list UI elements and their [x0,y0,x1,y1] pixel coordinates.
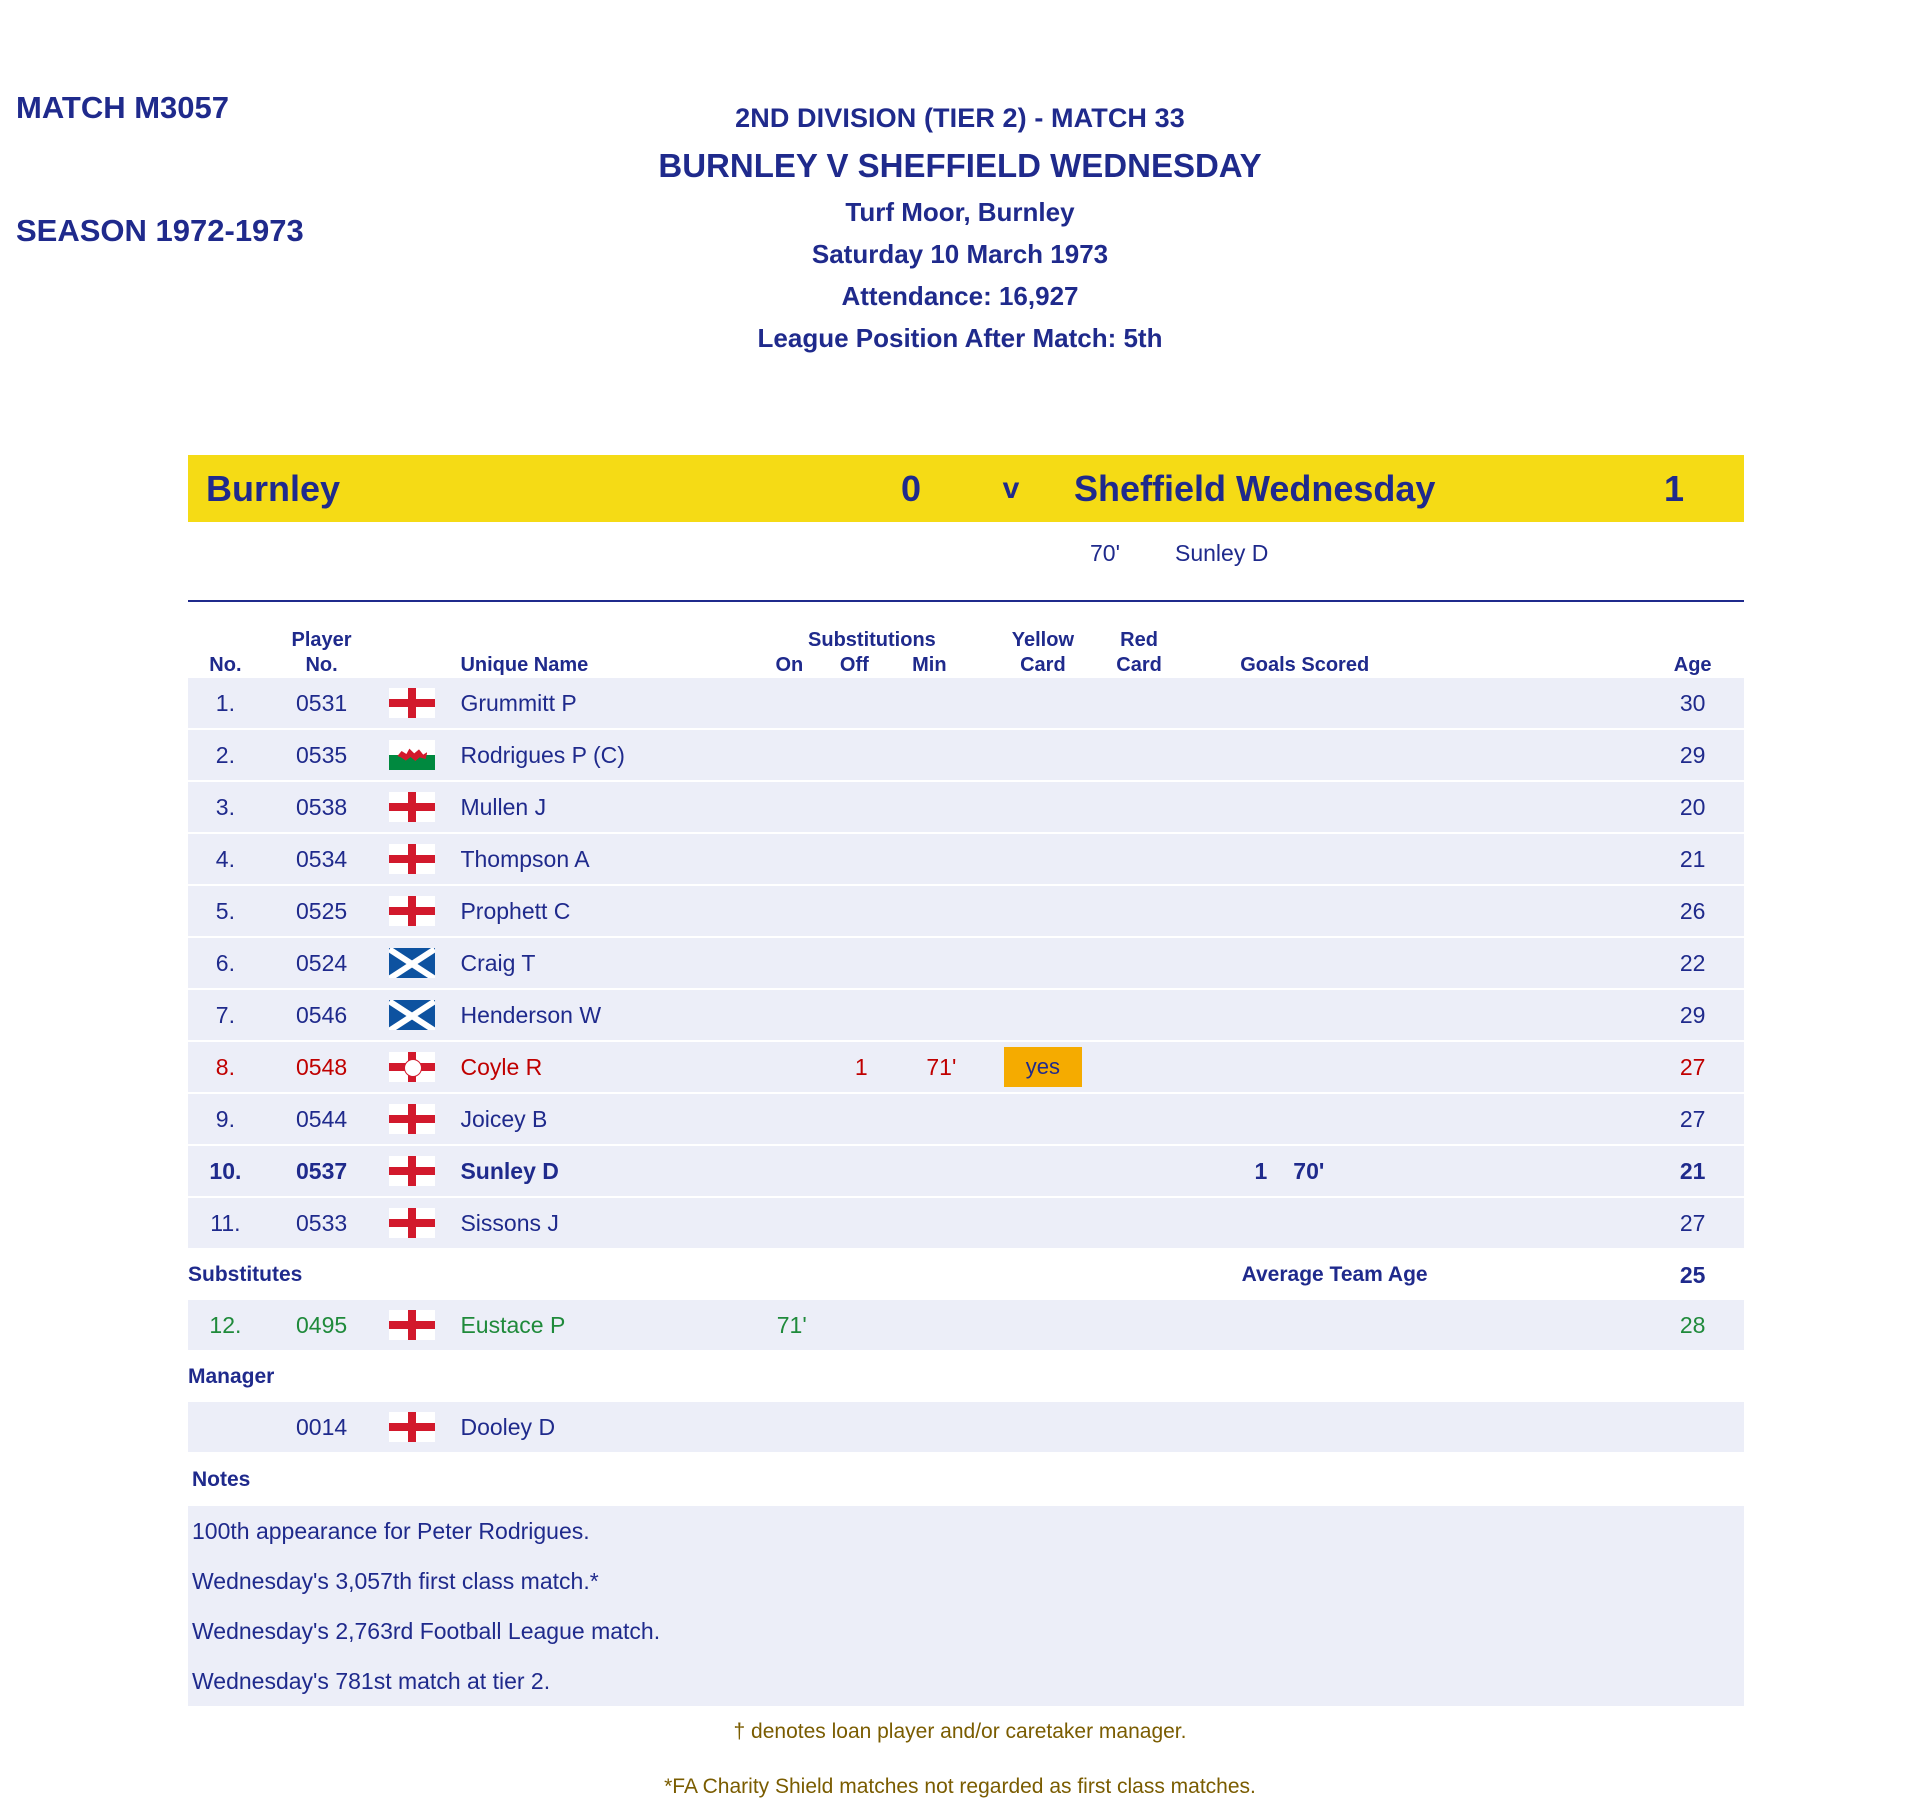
row-red-card [1096,834,1181,884]
row-age [1641,1402,1744,1452]
row-goals-count [1182,1402,1267,1452]
row-player-number: 0533 [295,1209,348,1236]
row-goals-count [1182,1300,1267,1350]
row-pad [1428,1146,1642,1196]
row-nationality-flag [380,1402,444,1452]
lineup-table-body [188,678,1744,1454]
row-shirt-number: 1. [215,689,235,716]
row-nationality-flag [380,834,444,884]
row-player-number: 0531 [295,689,348,716]
row-sub-off [829,1402,893,1452]
row-sub-on [754,678,829,728]
row-player-number: 0535 [295,741,348,768]
header-player-no [263,602,381,678]
row-yellow-card [989,1094,1096,1144]
notes-block [188,1506,1744,1706]
row-goals-count [1182,886,1267,936]
row-sub-on [754,938,829,988]
row-pad [1428,1042,1642,1092]
row-shirt-number: 6. [215,949,235,976]
league-position-line: League Position After Match: 5th [757,323,1163,353]
row-pad [1428,938,1642,988]
row-goals-count [1182,782,1267,832]
row-player-name: Sunley D [460,1157,559,1184]
row-yellow-card [989,1198,1096,1248]
row-nationality-flag [380,938,444,988]
row-player-name: Craig T [460,949,536,976]
row-age: 27 [1679,1053,1706,1080]
row-goals-count [1182,678,1267,728]
row-goal-minute [1267,1042,1427,1092]
header-player-no-line2: No. [305,654,338,676]
row-goals-count [1182,938,1267,988]
row-player-number: 0548 [295,1053,348,1080]
flag-england-icon [389,688,435,718]
footnote-loan-player: † denotes loan player and/or caretaker manager. [733,1720,1187,1743]
flag-scotland-icon [389,948,435,978]
date-line: Saturday 10 March 1973 [811,239,1109,269]
row-player-name: Coyle R [460,1053,543,1080]
header-off: Off [839,654,869,676]
row-player-name: Rodrigues P (C) [460,741,625,768]
row-red-card [1096,730,1181,780]
yellow-card-badge: yes [1004,1047,1082,1087]
row-yellow-card [989,1402,1096,1452]
player-row [188,1094,1744,1144]
header-pad [1428,602,1642,678]
row-sub-minute [893,1198,989,1248]
row-nationality-flag [380,1146,444,1196]
away-team-score: 1 [1663,467,1684,509]
row-shirt-number: 5. [215,897,235,924]
header-unique-name: Unique Name [460,654,589,676]
row-goal-minute [1267,782,1427,832]
attendance-line: Attendance: 16,927 [841,281,1079,311]
table-header-row [188,602,1744,678]
row-shirt-number: 8. [215,1053,235,1080]
row-yellow-card [989,990,1096,1040]
row-sub-minute [893,1094,989,1144]
row-age: 27 [1679,1105,1706,1132]
row-pad [1428,1198,1642,1248]
row-red-card [1096,1300,1181,1350]
avg-pad [1428,1250,1642,1300]
row-player-number: 0495 [295,1311,348,1338]
row-red-card [1096,938,1181,988]
row-yellow-card [989,1042,1096,1092]
row-player-number: 0538 [295,793,348,820]
header-player-no-line1: Player [291,629,352,651]
row-age: 29 [1679,1001,1706,1028]
header-goals-scored: Goals Scored [1240,654,1370,676]
row-goals-count [1182,730,1267,780]
row-age: 30 [1679,689,1706,716]
row-player-name: Mullen J [460,793,547,820]
division-line: 2ND DIVISION (TIER 2) - MATCH 33 [735,103,1185,133]
row-player-name: Eustace P [460,1311,566,1338]
row-sub-on [754,1042,829,1092]
player-row [188,730,1744,780]
manager-header-row [188,1352,1744,1402]
match-header [0,105,1920,351]
row-sub-on: 71' [776,1311,807,1338]
lineup-table-wrapper [188,600,1744,1454]
row-player-name: Thompson A [460,845,590,872]
row-nationality-flag [380,730,444,780]
row-red-card [1096,782,1181,832]
row-sub-off [829,834,893,884]
average-age-value: 25 [1679,1261,1706,1288]
substitutes-label: Substitutes [188,1263,303,1286]
footnote-charity-shield: *FA Charity Shield matches not regarded as first class matches. [664,1775,1256,1798]
row-player-name: Joicey B [460,1105,548,1132]
row-sub-on [754,886,829,936]
season-line: SEASON 1972-1973 [16,212,304,248]
row-pad [1428,678,1642,728]
row-red-card [1096,1198,1181,1248]
row-sub-on [754,1402,829,1452]
row-player-number: 0537 [295,1157,348,1184]
row-red-card [1096,1094,1181,1144]
flag-wales-icon [389,740,435,770]
row-player-number: 0544 [295,1105,348,1132]
row-goal-minute [1267,1402,1427,1452]
row-nationality-flag [380,990,444,1040]
row-sub-minute [893,834,989,884]
row-goal-minute [1267,1198,1427,1248]
manager-row [188,1402,1744,1452]
row-pad [1428,834,1642,884]
flag-england-icon [389,1208,435,1238]
flag-england-icon [389,896,435,926]
row-player-name: Dooley D [460,1413,556,1440]
row-goal-minute: 70' [1293,1157,1325,1184]
header-age: Age [1673,654,1712,676]
row-sub-on [754,730,829,780]
row-red-card [1096,1402,1181,1452]
player-row [188,834,1744,884]
versus-label: v [1002,471,1020,505]
note-item: Wednesday's 2,763rd Football League match. [192,1618,661,1644]
row-yellow-card [989,834,1096,884]
row-nationality-flag [380,1198,444,1248]
row-sub-minute [893,1402,989,1452]
row-pad [1428,1402,1642,1452]
row-goal-minute [1267,834,1427,884]
row-shirt-number: 10. [209,1157,242,1184]
row-sub-minute [893,782,989,832]
flag-england-icon [389,1310,435,1340]
goal-scorer: Sunley D [1175,540,1269,566]
row-sub-minute [893,886,989,936]
row-pad [1428,730,1642,780]
scoreboard [188,455,1744,522]
header-red-line2: Card [1116,654,1162,676]
row-age: 28 [1679,1311,1706,1338]
row-goals-count [1182,1094,1267,1144]
row-yellow-card [989,678,1096,728]
player-row [188,1146,1744,1196]
row-player-name: Henderson W [460,1001,602,1028]
row-player-number: 0014 [295,1413,348,1440]
row-sub-minute [893,678,989,728]
row-sub-off [829,678,893,728]
row-sub-minute [893,1146,989,1196]
header-min: Min [912,654,947,676]
header-yellow-card [989,602,1096,678]
goal-scorer-line [1090,540,1268,567]
header-yellow-line1: Yellow [1011,629,1074,651]
row-goal-minute [1267,990,1427,1040]
flag-northern-ireland-icon [389,1052,435,1082]
row-sub-on [754,990,829,1040]
row-pad [1428,886,1642,936]
row-sub-off [829,1094,893,1144]
row-red-card [1096,990,1181,1040]
row-age: 26 [1679,897,1706,924]
lineup-table-head [188,602,1744,678]
flag-scotland-icon [389,1000,435,1030]
player-row [188,886,1744,936]
header-substitutions-title: Substitutions [808,629,936,651]
away-team-name: Sheffield Wednesday [1074,467,1436,509]
row-sub-off [829,730,893,780]
row-shirt-number: 3. [215,793,235,820]
row-goals-count [1182,834,1267,884]
row-player-number: 0534 [295,845,348,872]
row-sub-minute: 71' [926,1053,957,1080]
player-row [188,990,1744,1040]
manager-label: Manager [188,1365,275,1388]
header-red-line1: Red [1120,629,1158,651]
row-sub-off: 1 [854,1053,868,1080]
header-on: On [775,654,804,676]
row-sub-minute [893,730,989,780]
row-sub-on [754,1094,829,1144]
row-goals-count [1182,1042,1267,1092]
row-player-number: 0524 [295,949,348,976]
row-player-name: Prophett C [460,897,571,924]
home-team-name: Burnley [206,467,341,509]
row-sub-on [754,1198,829,1248]
row-sub-off [829,990,893,1040]
row-nationality-flag [380,782,444,832]
row-sub-off [829,938,893,988]
flag-england-icon [389,792,435,822]
row-red-card [1096,1042,1181,1092]
row-sub-on [754,834,829,884]
row-sub-off [829,886,893,936]
row-age: 29 [1679,741,1706,768]
row-shirt-number: 7. [215,1001,235,1028]
header-no: No. [209,654,242,676]
row-nationality-flag [380,1042,444,1092]
match-id-line: MATCH M3057 [16,89,230,125]
row-player-name: Grummitt P [460,689,577,716]
row-yellow-card [989,782,1096,832]
row-player-number: 0525 [295,897,348,924]
row-pad [1428,782,1642,832]
row-yellow-card [989,1300,1096,1350]
row-player-number: 0546 [295,1001,348,1028]
player-row [188,1198,1744,1248]
row-yellow-card [989,938,1096,988]
row-yellow-card [989,886,1096,936]
substitute-row [188,1300,1744,1350]
player-row [188,1042,1744,1092]
row-nationality-flag [380,886,444,936]
row-goal-minute [1267,1300,1427,1350]
note-item: Wednesday's 781st match at tier 2. [192,1668,551,1694]
row-sub-minute [893,990,989,1040]
flag-england-icon [389,1104,435,1134]
row-pad [1428,1300,1642,1350]
substitutes-header-row [188,1250,1744,1300]
row-spacer [188,1452,1744,1454]
note-item: 100th appearance for Peter Rodrigues. [192,1518,590,1544]
row-shirt-number: 12. [209,1311,242,1338]
row-player-name: Sissons J [460,1209,559,1236]
row-yellow-card [989,1146,1096,1196]
row-age: 20 [1679,793,1706,820]
row-sub-off [829,1300,893,1350]
row-sub-off [829,1198,893,1248]
row-shirt-number: 11. [210,1209,241,1236]
row-age: 21 [1679,845,1706,872]
venue-line: Turf Moor, Burnley [845,197,1075,227]
row-sub-minute [893,938,989,988]
row-goals-count [1182,1198,1267,1248]
player-row [188,938,1744,988]
average-age-label: Average Team Age [1241,1263,1428,1286]
header-red-card [1096,602,1181,678]
note-item: Wednesday's 3,057th first class match.* [192,1568,599,1594]
row-goal-minute [1267,938,1427,988]
row-age: 27 [1679,1209,1706,1236]
header-flag [380,602,444,678]
header-yellow-line2: Card [1020,654,1066,676]
teams-line: BURNLEY V SHEFFIELD WEDNESDAY [658,147,1262,184]
row-goal-minute [1267,730,1427,780]
row-sub-on [754,1146,829,1196]
row-nationality-flag [380,678,444,728]
player-row [188,782,1744,832]
row-shirt-number: 2. [215,741,235,768]
row-sub-minute [893,1300,989,1350]
row-nationality-flag [380,1094,444,1144]
row-age: 22 [1679,949,1706,976]
row-yellow-card [989,730,1096,780]
row-goal-minute [1267,1094,1427,1144]
row-pad [1428,990,1642,1040]
row-shirt-number [188,1402,263,1452]
home-team-score: 0 [900,467,922,509]
row-red-card [1096,678,1181,728]
player-row [188,678,1744,728]
flag-england-icon [389,1156,435,1186]
row-goals-count [1182,990,1267,1040]
row-sub-on [754,782,829,832]
row-shirt-number: 9. [215,1105,235,1132]
row-sub-off [829,1146,893,1196]
header-substitutions [754,602,989,678]
row-shirt-number: 4. [215,845,235,872]
lineup-table [188,602,1744,1454]
row-red-card [1096,1146,1181,1196]
row-sub-off [829,782,893,832]
notes-label: Notes [192,1468,251,1491]
row-goal-minute [1267,886,1427,936]
row-nationality-flag [380,1300,444,1350]
row-age: 21 [1679,1157,1706,1184]
row-goal-minute [1267,678,1427,728]
row-red-card [1096,886,1181,936]
flag-england-icon [389,1412,435,1442]
goal-minute: 70' [1090,540,1120,566]
flag-england-icon [389,844,435,874]
row-goals-count: 1 [1254,1157,1268,1184]
row-pad [1428,1094,1642,1144]
